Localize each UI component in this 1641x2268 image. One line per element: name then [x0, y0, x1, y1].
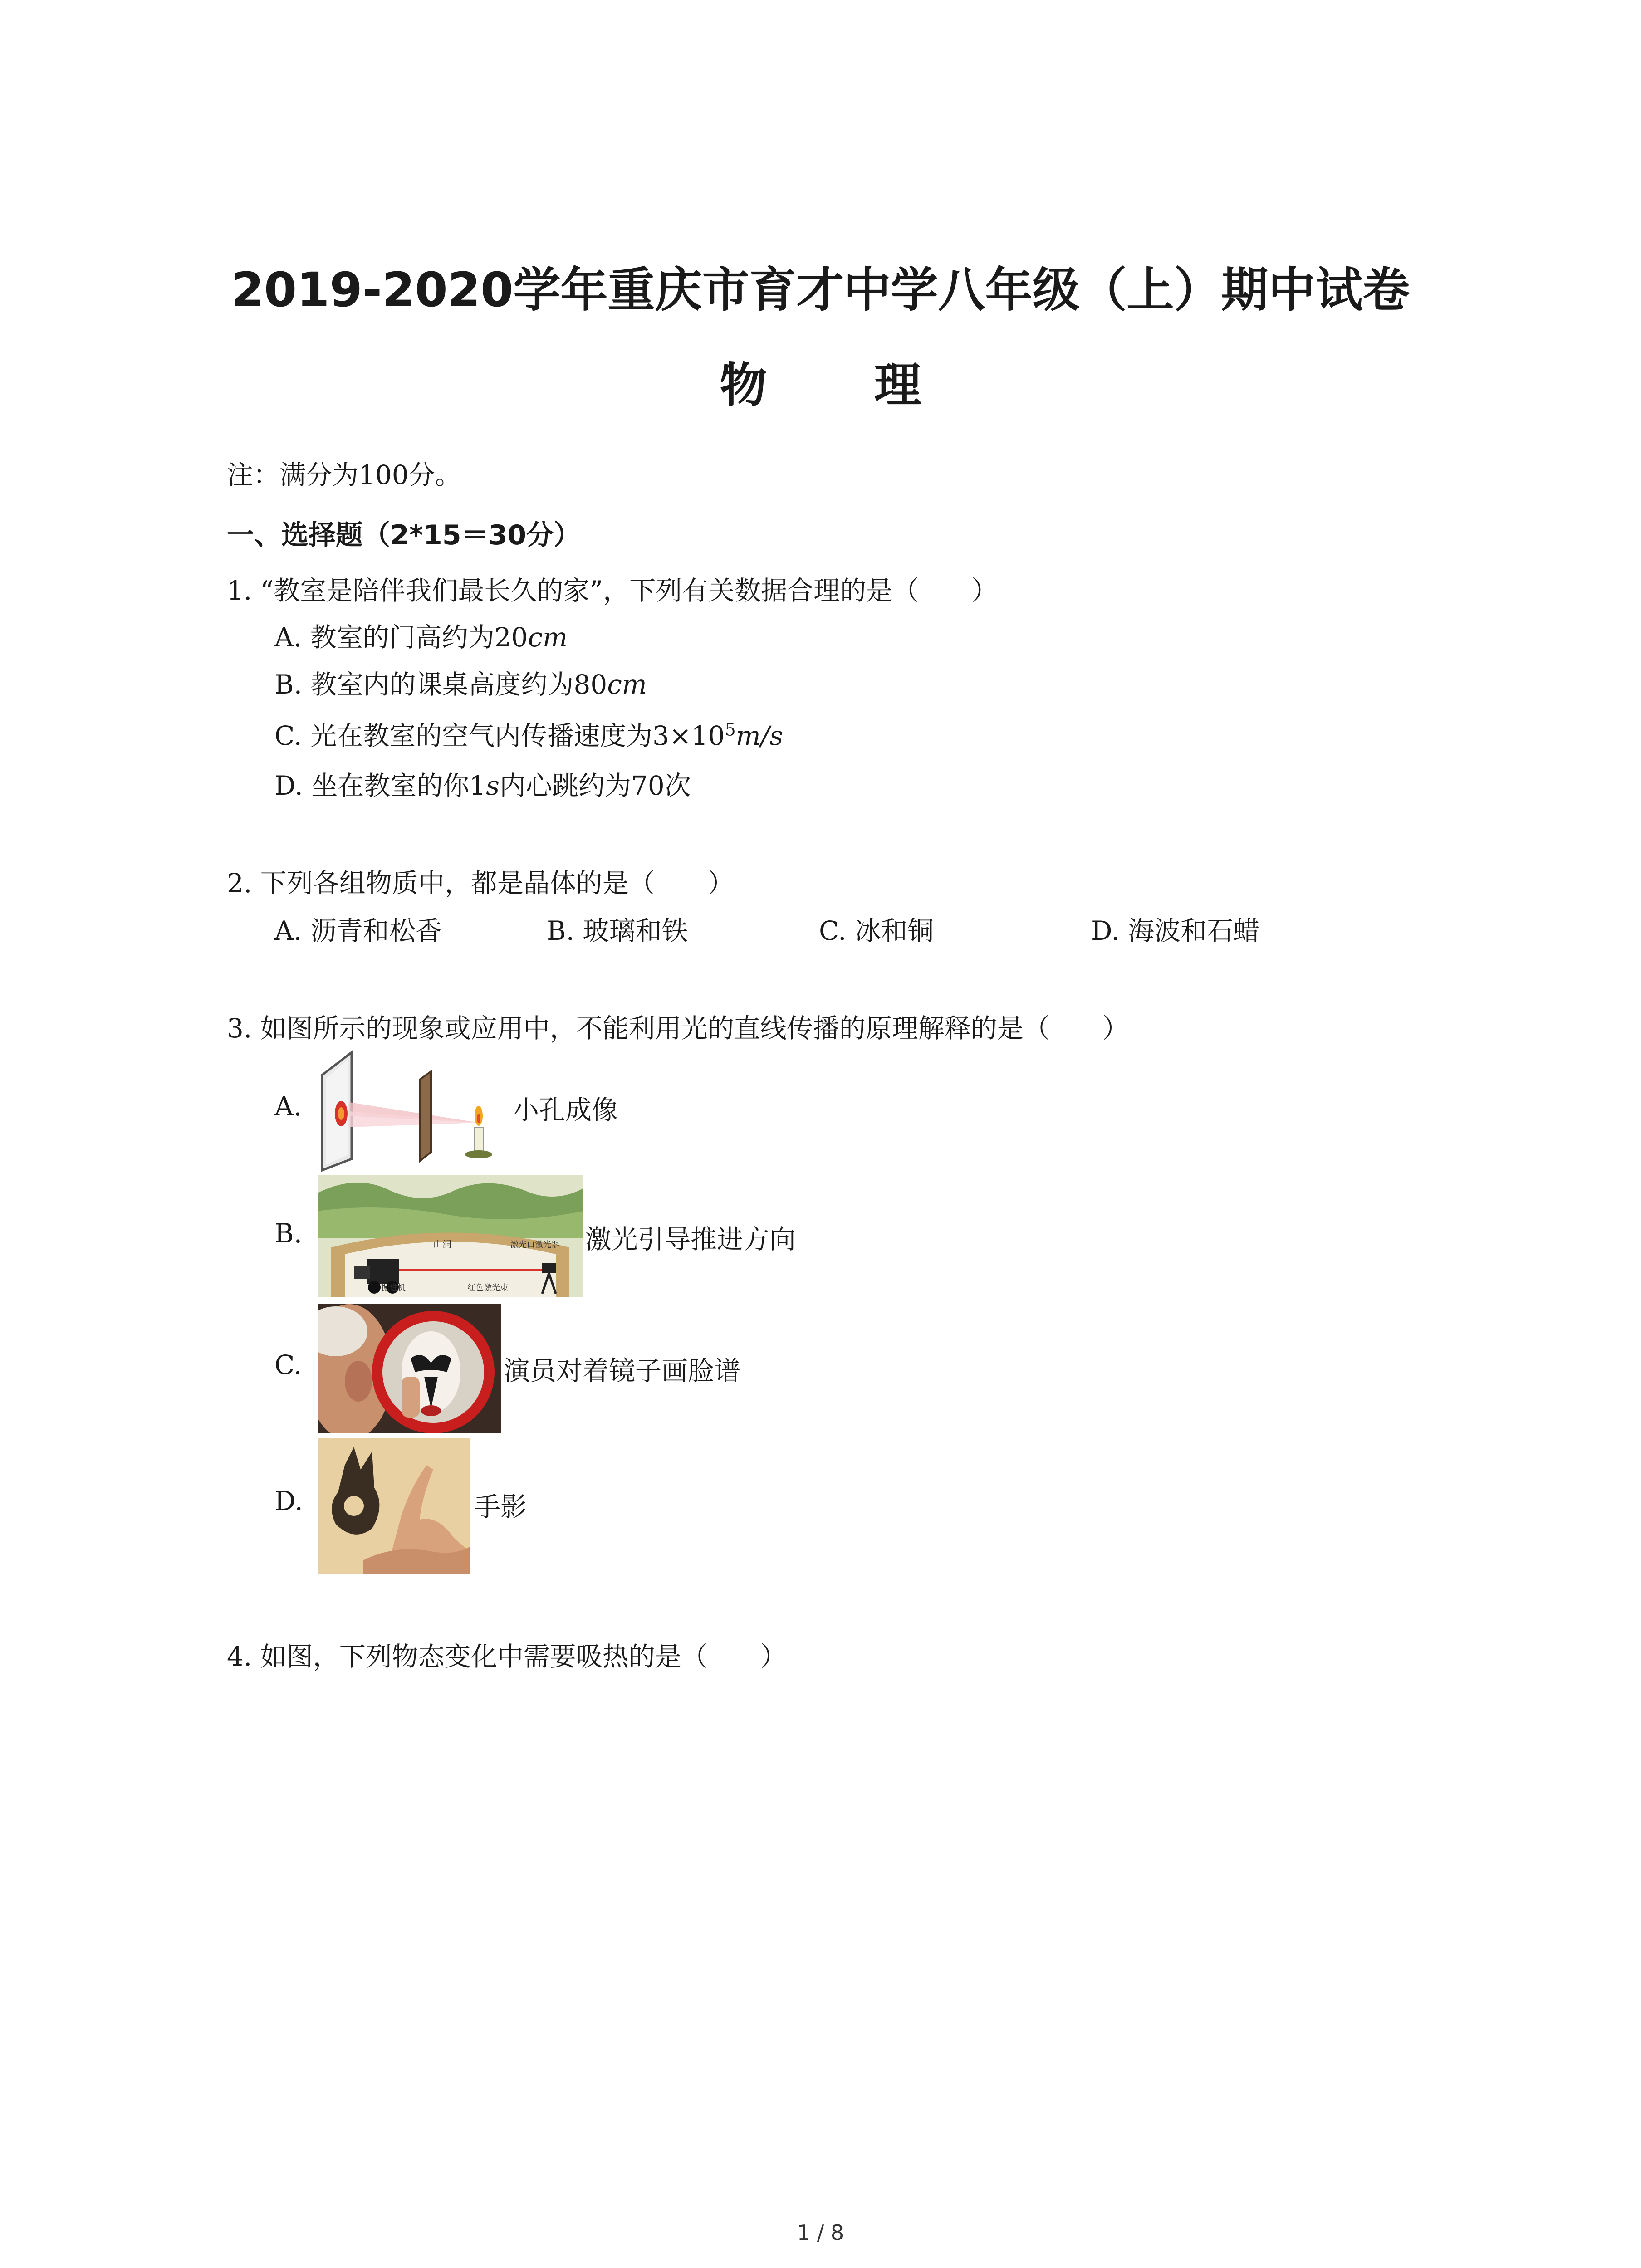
- question-1-stem: 1. “教室是陪伴我们最长久的家”，下列有关数据合理的是（ ）: [227, 575, 998, 606]
- question-3-option-b-text: 激光引导推进方向: [585, 1224, 796, 1255]
- option-exponent: 5: [725, 719, 736, 740]
- question-1-option-a: [274, 616, 568, 654]
- page-title: 2019-2020学年重庆市育才中学八年级（上）期中试卷: [231, 262, 1410, 318]
- hand-shadow-photo: [318, 1438, 470, 1574]
- fig-label-tunneler: 掘进机: [381, 1283, 406, 1293]
- question-4-stem: 4. 如图，下列物态变化中需要吸热的是（ ）: [227, 1641, 787, 1672]
- question-1-option-d: [274, 764, 691, 802]
- question-1-option-b: [274, 663, 647, 701]
- mirror-makeup-figure: [318, 1304, 501, 1433]
- question-3-option-c-letter: C.: [274, 1349, 302, 1380]
- question-2-option-c: C. 冰和铜: [819, 915, 934, 946]
- page-number: 1 / 8: [797, 2220, 844, 2245]
- option-unit: m/s: [735, 720, 783, 751]
- question-2-option-b: B. 玻璃和铁: [547, 915, 688, 946]
- option-text: B. 教室内的课桌高度约为80: [274, 669, 607, 700]
- score-note: 注：满分为100分。: [227, 459, 461, 490]
- fig-label-tunnel: 山洞: [433, 1239, 451, 1250]
- question-2-stem: 2. 下列各组物质中，都是晶体的是（ ）: [227, 868, 734, 899]
- option-text: A. 教室的门高约为20: [274, 622, 528, 653]
- question-2-option-a: A. 沥青和松香: [274, 915, 442, 946]
- mirror-makeup-photo: [318, 1304, 501, 1433]
- question-3-option-a-letter: A.: [274, 1091, 302, 1122]
- option-text: C. 光在教室的空气内传播速度为3×10: [274, 720, 725, 751]
- pinhole-camera-illustration: [318, 1048, 513, 1173]
- option-unit: cm: [607, 669, 647, 700]
- question-3-stem: 3. 如图所示的现象或应用中，不能利用光的直线传播的原理解释的是（ ）: [227, 1013, 1129, 1044]
- laser-tunnel-figure: [318, 1175, 583, 1297]
- option-unit: s: [486, 770, 500, 801]
- option-text-tail: 内心跳约为70次: [499, 770, 691, 801]
- subject-title: 物 理: [720, 357, 967, 413]
- question-3-option-d-text: 手影: [474, 1491, 527, 1522]
- question-3-option-a-text: 小孔成像: [513, 1095, 618, 1125]
- question-3-option-d-letter: D.: [274, 1486, 303, 1516]
- section-heading: 一、选择题（2*15＝30分）: [227, 519, 581, 551]
- hand-shadow-figure: [318, 1438, 470, 1574]
- laser-tunnel-illustration: [318, 1175, 583, 1297]
- pinhole-camera-figure: [318, 1048, 513, 1173]
- question-2-option-d: D. 海波和石蜡: [1091, 915, 1260, 946]
- fig-label-laser-source: 激光口激光器: [510, 1240, 559, 1250]
- question-3-option-b-letter: B.: [274, 1218, 303, 1249]
- question-3-option-c-text: 演员对着镜子画脸谱: [504, 1355, 741, 1386]
- option-text: D. 坐在教室的你1: [274, 770, 486, 801]
- fig-label-red-laser: 红色激光束: [467, 1283, 508, 1293]
- question-1-option-c: [274, 714, 783, 753]
- option-unit: cm: [528, 622, 568, 653]
